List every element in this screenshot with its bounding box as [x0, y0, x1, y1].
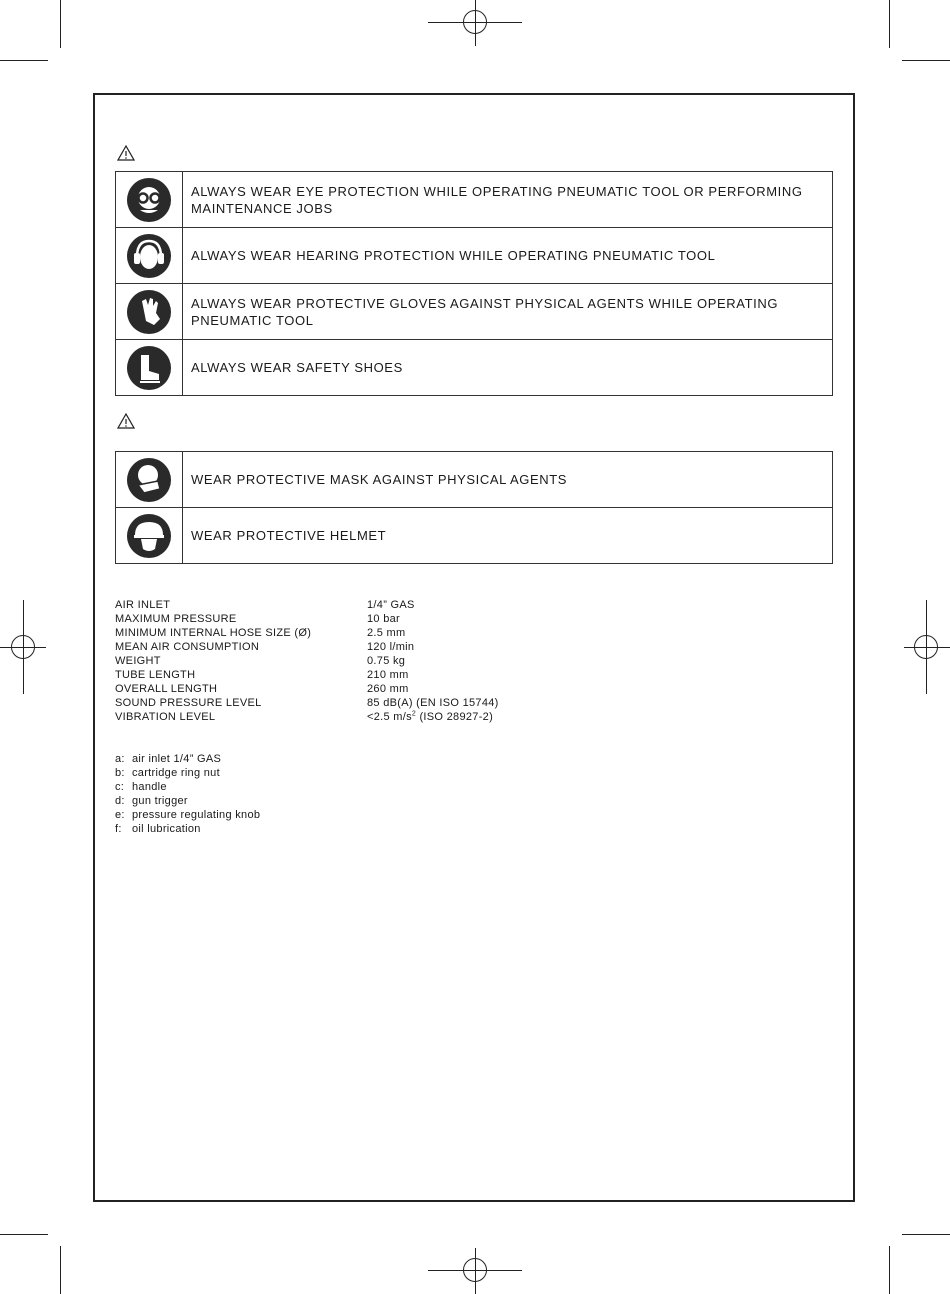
spec-value: 260 mm [367, 683, 409, 695]
list-item [115, 794, 260, 808]
part-name: pressure regulating knob [132, 809, 261, 821]
list-item [115, 808, 260, 822]
spec-value: 85 dB(A) (EN ISO 15744) [367, 697, 499, 709]
part-letter: b: [115, 767, 125, 779]
part-letter: d: [115, 795, 125, 807]
requirement-text: ALWAYS WEAR HEARING PROTECTION WHILE OPERATING PNEUMATIC TOOL [183, 228, 833, 284]
spec-row [115, 682, 499, 696]
requirement-text: ALWAYS WEAR PROTECTIVE GLOVES AGAINST PHYSICAL AGENTS WHILE OPERATING PNEUMATIC TOOL [183, 284, 833, 340]
spec-label: MAXIMUM PRESSURE [115, 613, 237, 625]
table-row [116, 172, 833, 228]
table-row [116, 508, 833, 564]
spec-value: 10 bar [367, 613, 400, 625]
list-item [115, 780, 260, 794]
recommendation-text: WEAR PROTECTIVE MASK AGAINST PHYSICAL AGENTS [183, 452, 833, 508]
spec-value: 120 l/min [367, 641, 415, 653]
hearing-protection-icon [126, 233, 172, 279]
list-item [115, 822, 260, 836]
table-row [116, 228, 833, 284]
spec-row [115, 598, 499, 612]
part-letter: f: [115, 823, 122, 835]
spec-value: 1/4” GAS [367, 599, 415, 611]
part-name: cartridge ring nut [132, 767, 220, 779]
spec-value: 210 mm [367, 669, 409, 681]
part-name: handle [132, 781, 167, 793]
warning-triangle-icon [117, 145, 135, 161]
page-frame [93, 93, 855, 1202]
mask-icon [126, 457, 172, 503]
part-letter: a: [115, 753, 125, 765]
spec-value: <2.5 $m/s^2$ (ISO 28927-2) [367, 710, 494, 723]
spec-value: 0.75 kg [367, 655, 406, 667]
part-letter: c: [115, 781, 125, 793]
spec-label: SOUND PRESSURE LEVEL [115, 697, 262, 709]
spec-label: WEIGHT [115, 655, 161, 667]
spec-row [115, 640, 499, 654]
table-row [116, 452, 833, 508]
part-letter: e: [115, 809, 125, 821]
technical-specs [115, 598, 499, 724]
spec-row [115, 626, 499, 640]
table-row [116, 284, 833, 340]
spec-row [115, 710, 499, 724]
requirement-text: ALWAYS WEAR SAFETY SHOES [183, 340, 833, 396]
gloves-icon [126, 289, 172, 335]
part-name: air inlet 1/4” GAS [132, 753, 222, 765]
spec-row [115, 654, 499, 668]
table-row [116, 340, 833, 396]
spec-label: OVERALL LENGTH [115, 683, 218, 695]
list-item [115, 766, 260, 780]
spec-label: MINIMUM INTERNAL HOSE SIZE (Ø) [115, 627, 312, 639]
spec-row [115, 668, 499, 682]
part-name: gun trigger [132, 795, 188, 807]
part-name: oil lubrication [132, 823, 201, 835]
required-protection-table [115, 171, 833, 396]
warning-triangle-icon [117, 413, 135, 429]
spec-row [115, 612, 499, 626]
spec-label: TUBE LENGTH [115, 669, 196, 681]
recommended-protection-table [115, 451, 833, 564]
spec-label: VIBRATION LEVEL [115, 711, 216, 723]
helmet-icon [126, 513, 172, 559]
recommendation-text: WEAR PROTECTIVE HELMET [183, 508, 833, 564]
safety-shoes-icon [126, 345, 172, 391]
spec-row [115, 696, 499, 710]
eye-protection-icon [126, 177, 172, 223]
list-item [115, 752, 260, 766]
spec-label: MEAN AIR CONSUMPTION [115, 641, 260, 653]
parts-legend [115, 752, 260, 836]
spec-value: 2.5 mm [367, 627, 406, 639]
requirement-text: ALWAYS WEAR EYE PROTECTION WHILE OPERATING PNEUMATIC TOOL OR PERFORMING MAINTENANCE JOBS [183, 172, 833, 228]
spec-label: AIR INLET [115, 599, 171, 611]
